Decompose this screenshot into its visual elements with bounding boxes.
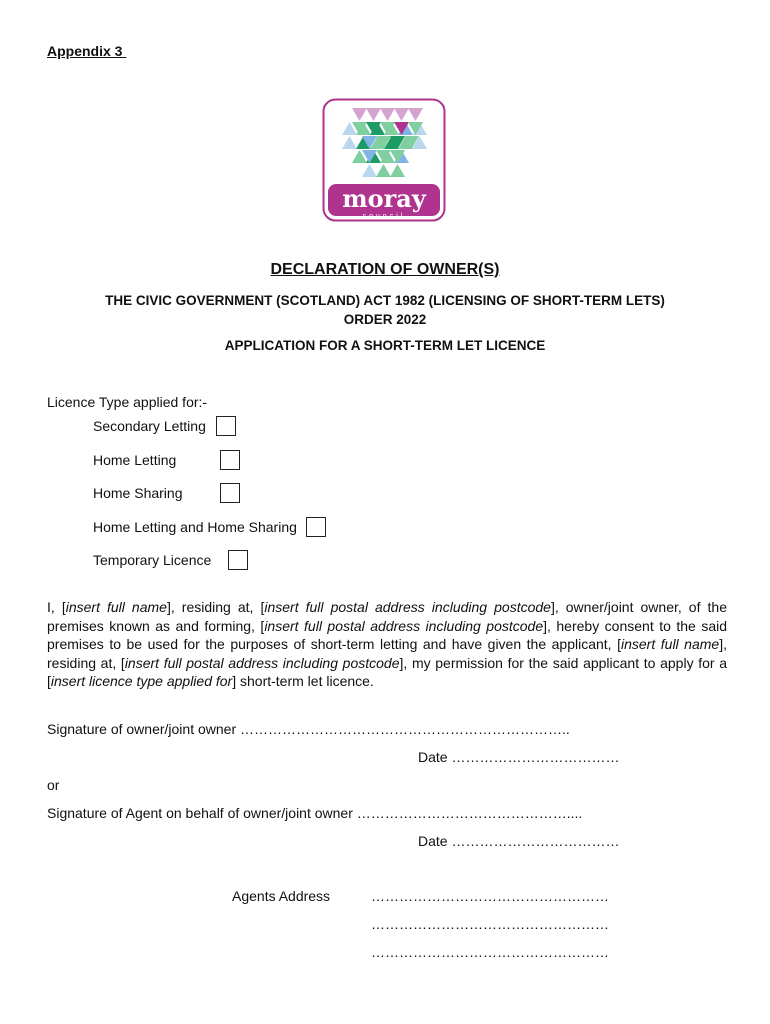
act-subtitle [60, 291, 710, 329]
placeholder-premises-address: insert full postal address including postcode [264, 617, 544, 634]
option-temporary-licence[interactable] [93, 550, 248, 570]
owner-date-line[interactable]: Date ……………………………… [418, 749, 620, 765]
or-separator: or [47, 777, 60, 793]
agent-address-line[interactable]: …………………………………………… [371, 916, 609, 932]
agent-address-line[interactable]: …………………………………………… [371, 888, 609, 904]
page-title: DECLARATION OF OWNER(S) [270, 261, 500, 278]
logo-sub: council [362, 213, 406, 220]
option-home-letting-and-sharing[interactable] [93, 517, 326, 537]
option-home-sharing[interactable] [93, 483, 240, 503]
agent-signature-line[interactable]: Signature of Agent on behalf of owner/joint owner ……………………………………….... [47, 805, 583, 821]
act-subtitle-line1: THE CIVIC GOVERNMENT (SCOTLAND) ACT 1982 (LICENSING OF SHORT-TERM LETS) [105, 293, 665, 308]
act-subtitle-line2: ORDER 2022 [343, 312, 427, 327]
placeholder-applicant-name: insert full name [621, 636, 720, 652]
checkbox[interactable] [306, 517, 326, 537]
owner-signature-line[interactable]: Signature of owner/joint owner …………………………………………………………….. [47, 721, 570, 737]
checkbox[interactable] [220, 483, 240, 503]
option-label: Home Letting [93, 452, 177, 468]
option-secondary-letting[interactable] [93, 416, 236, 436]
agent-address-line[interactable]: …………………………………………… [371, 944, 609, 960]
option-label: Secondary Letting [93, 418, 206, 434]
application-heading: APPLICATION FOR A SHORT-TERM LET LICENCE [224, 338, 546, 353]
consent-paragraph: I, [insert full name], residing at, [insert full postal address including postcode], owner/joint owner, of the premises known as and forming, [insert full postal address including postcode], hereby consent to the said premises to be used for the purposes of short-term letting and have given the applicant, [insert full name], residing at, [insert full postal address including postcode], my permission for the said applicant to apply for a [insert licence type applied for] short-term let licence. [47, 599, 728, 689]
option-label: Home Letting and Home Sharing [93, 519, 297, 535]
checkbox[interactable] [220, 450, 240, 470]
licence-type-label: Licence Type applied for:- [47, 394, 208, 410]
logo-word: moray [342, 184, 426, 213]
moray-council-logo [322, 98, 446, 222]
agent-date-line[interactable]: Date ……………………………… [418, 833, 620, 849]
placeholder-full-name: insert full name [65, 599, 167, 615]
checkbox[interactable] [228, 550, 248, 570]
appendix-label: Appendix 3 [47, 43, 127, 59]
option-label: Home Sharing [93, 485, 183, 501]
placeholder-applicant-address: insert full postal address including postcode [124, 654, 400, 671]
option-label: Temporary Licence [93, 552, 212, 568]
checkbox[interactable] [216, 416, 236, 436]
placeholder-address: insert full postal address including postcode [264, 599, 551, 615]
agents-address-label: Agents Address [232, 888, 331, 904]
option-home-letting[interactable] [93, 450, 240, 470]
placeholder-licence-type: insert licence type applied for [50, 673, 233, 689]
